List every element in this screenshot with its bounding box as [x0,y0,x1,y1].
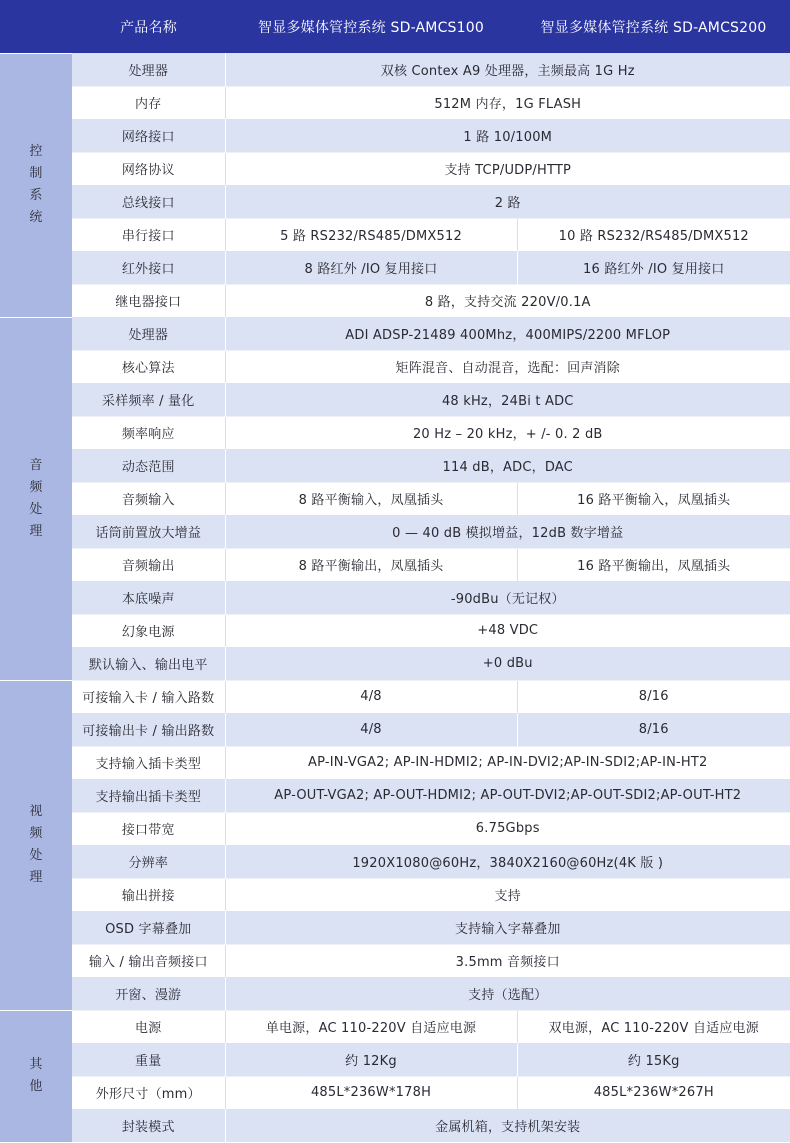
spec-row [0,53,790,86]
spec-row [0,1010,790,1043]
spec-value-shared: 8 路，支持交流 220V/0.1A [225,284,790,317]
spec-value-shared: +48 VDC [225,614,790,647]
spec-row [0,713,790,746]
spec-value-shared: 512M 内存，1G FLASH [225,86,790,119]
spec-value-shared: AP-OUT-VGA2; AP-OUT-HDMI2; AP-OUT-DVI2;AP-OUT-SDI2;AP-OUT-HT2 [225,779,790,812]
spec-value-shared: AP-IN-VGA2; AP-IN-HDMI2; AP-IN-DVI2;AP-IN-SDI2;AP-IN-HT2 [225,746,790,779]
spec-label: 频率响应 [72,416,225,449]
spec-value-shared: 双核 Contex A9 处理器，主频最高 1G Hz [225,53,790,86]
spec-body [0,53,790,1142]
spec-label: 支持输出插卡类型 [72,779,225,812]
spec-row [0,416,790,449]
spec-value-shared: 支持（选配） [225,977,790,1010]
header-row [0,0,790,53]
spec-value-shared: 支持 [225,878,790,911]
spec-value-amcs200: 8/16 [517,713,790,746]
spec-value-shared: -90dBu（无记权） [225,581,790,614]
spec-label: 网络协议 [72,152,225,185]
spec-value-shared: 6.75Gbps [225,812,790,845]
spec-value-shared: 3.5mm 音频接口 [225,944,790,977]
spec-value-amcs200: 8/16 [517,680,790,713]
spec-label: 支持输入插卡类型 [72,746,225,779]
spec-label: 电源 [72,1010,225,1043]
spec-row [0,251,790,284]
spec-label: 可接输入卡 / 输入路数 [72,680,225,713]
spec-label: 开窗、漫游 [72,977,225,1010]
spec-row [0,218,790,251]
spec-label: 音频输出 [72,548,225,581]
spec-value-amcs100: 约 12Kg [225,1043,517,1076]
spec-value-shared: 1 路 10/100M [225,119,790,152]
spec-value-shared: 矩阵混音、自动混音，选配：回声消除 [225,350,790,383]
spec-row [0,86,790,119]
group-label-text: 视频处理 [29,804,43,885]
spec-value-amcs200: 16 路红外 /IO 复用接口 [517,251,790,284]
spec-label: 核心算法 [72,350,225,383]
header-model-amcs100: 智显多媒体管控系统 SD-AMCS100 [225,0,517,53]
spec-row [0,185,790,218]
spec-value-shared: 20 Hz – 20 kHz，+ /- 0. 2 dB [225,416,790,449]
spec-value-shared: 48 kHz，24Bi t ADC [225,383,790,416]
spec-value-amcs100: 8 路平衡输出，凤凰插头 [225,548,517,581]
spec-row [0,614,790,647]
spec-value-amcs100: 单电源，AC 110-220V 自适应电源 [225,1010,517,1043]
spec-value-shared: 支持输入字幕叠加 [225,911,790,944]
spec-value-amcs100: 4/8 [225,680,517,713]
group-label-text: 其他 [29,1057,43,1094]
spec-value-amcs200: 16 路平衡输出，凤凰插头 [517,548,790,581]
spec-value-amcs100: 8 路红外 /IO 复用接口 [225,251,517,284]
spec-label: 可接输出卡 / 输出路数 [72,713,225,746]
spec-value-shared: 0 — 40 dB 模拟增益，12dB 数字增益 [225,515,790,548]
spec-label: 内存 [72,86,225,119]
spec-label: 接口带宽 [72,812,225,845]
spec-row [0,350,790,383]
spec-label: 采样频率 / 量化 [72,383,225,416]
spec-label: 输入 / 输出音频接口 [72,944,225,977]
spec-row [0,845,790,878]
spec-label: 重量 [72,1043,225,1076]
spec-row [0,482,790,515]
spec-row [0,1109,790,1142]
spec-label: 音频输入 [72,482,225,515]
spec-row [0,284,790,317]
spec-label: 网络接口 [72,119,225,152]
spec-row [0,383,790,416]
spec-row [0,515,790,548]
group-label-text: 音频处理 [29,457,43,539]
spec-label: 总线接口 [72,185,225,218]
spec-row [0,1076,790,1109]
spec-value-amcs200: 485L*236W*267H [517,1076,790,1109]
spec-row [0,152,790,185]
spec-row [0,911,790,944]
spec-value-shared: 2 路 [225,185,790,218]
spec-value-shared: 114 dB，ADC，DAC [225,449,790,482]
spec-row [0,878,790,911]
spec-row [0,812,790,845]
spec-label: 处理器 [72,53,225,86]
spec-label: 话筒前置放大增益 [72,515,225,548]
spec-row [0,680,790,713]
spec-row [0,1043,790,1076]
group-label-audio [0,317,72,680]
spec-value-shared: 金属机箱，支持机架安装 [225,1109,790,1142]
spec-label: OSD 字幕叠加 [72,911,225,944]
spec-label: 幻象电源 [72,614,225,647]
group-label-other [0,1010,72,1142]
spec-label: 分辨率 [72,845,225,878]
spec-label: 输出拼接 [72,878,225,911]
spec-row [0,944,790,977]
spec-value-amcs100: 485L*236W*178H [225,1076,517,1109]
spec-label: 外形尺寸（mm） [72,1076,225,1109]
spec-label: 本底噪声 [72,581,225,614]
spec-row [0,746,790,779]
spec-value-shared: ADI ADSP-21489 400Mhz，400MIPS/2200 MFLOP [225,317,790,350]
header-product-name: 产品名称 [72,0,225,53]
spec-value-amcs200: 双电源，AC 110-220V 自适应电源 [517,1010,790,1043]
spec-value-amcs200: 约 15Kg [517,1043,790,1076]
spec-row [0,548,790,581]
group-label-control [0,53,72,317]
header-corner [0,0,72,53]
spec-value-shared: 支持 TCP/UDP/HTTP [225,152,790,185]
spec-row [0,581,790,614]
spec-value-amcs100: 5 路 RS232/RS485/DMX512 [225,218,517,251]
spec-label: 默认输入、输出电平 [72,647,225,680]
group-label-video [0,680,72,1010]
header-model-amcs200: 智显多媒体管控系统 SD-AMCS200 [517,0,790,53]
spec-value-amcs100: 4/8 [225,713,517,746]
spec-row [0,647,790,680]
spec-value-amcs100: 8 路平衡输入，凤凰插头 [225,482,517,515]
spec-value-shared: +0 dBu [225,647,790,680]
spec-row [0,779,790,812]
spec-row [0,317,790,350]
spec-label: 动态范围 [72,449,225,482]
group-label-text: 控制系统 [29,144,43,225]
spec-label: 红外接口 [72,251,225,284]
spec-label: 处理器 [72,317,225,350]
spec-value-amcs200: 10 路 RS232/RS485/DMX512 [517,218,790,251]
spec-label: 串行接口 [72,218,225,251]
spec-label: 封装模式 [72,1109,225,1142]
spec-row [0,449,790,482]
spec-row [0,119,790,152]
spec-row [0,977,790,1010]
spec-label: 继电器接口 [72,284,225,317]
spec-value-shared: 1920X1080@60Hz，3840X2160@60Hz(4K 版 ) [225,845,790,878]
spec-value-amcs200: 16 路平衡输入，凤凰插头 [517,482,790,515]
